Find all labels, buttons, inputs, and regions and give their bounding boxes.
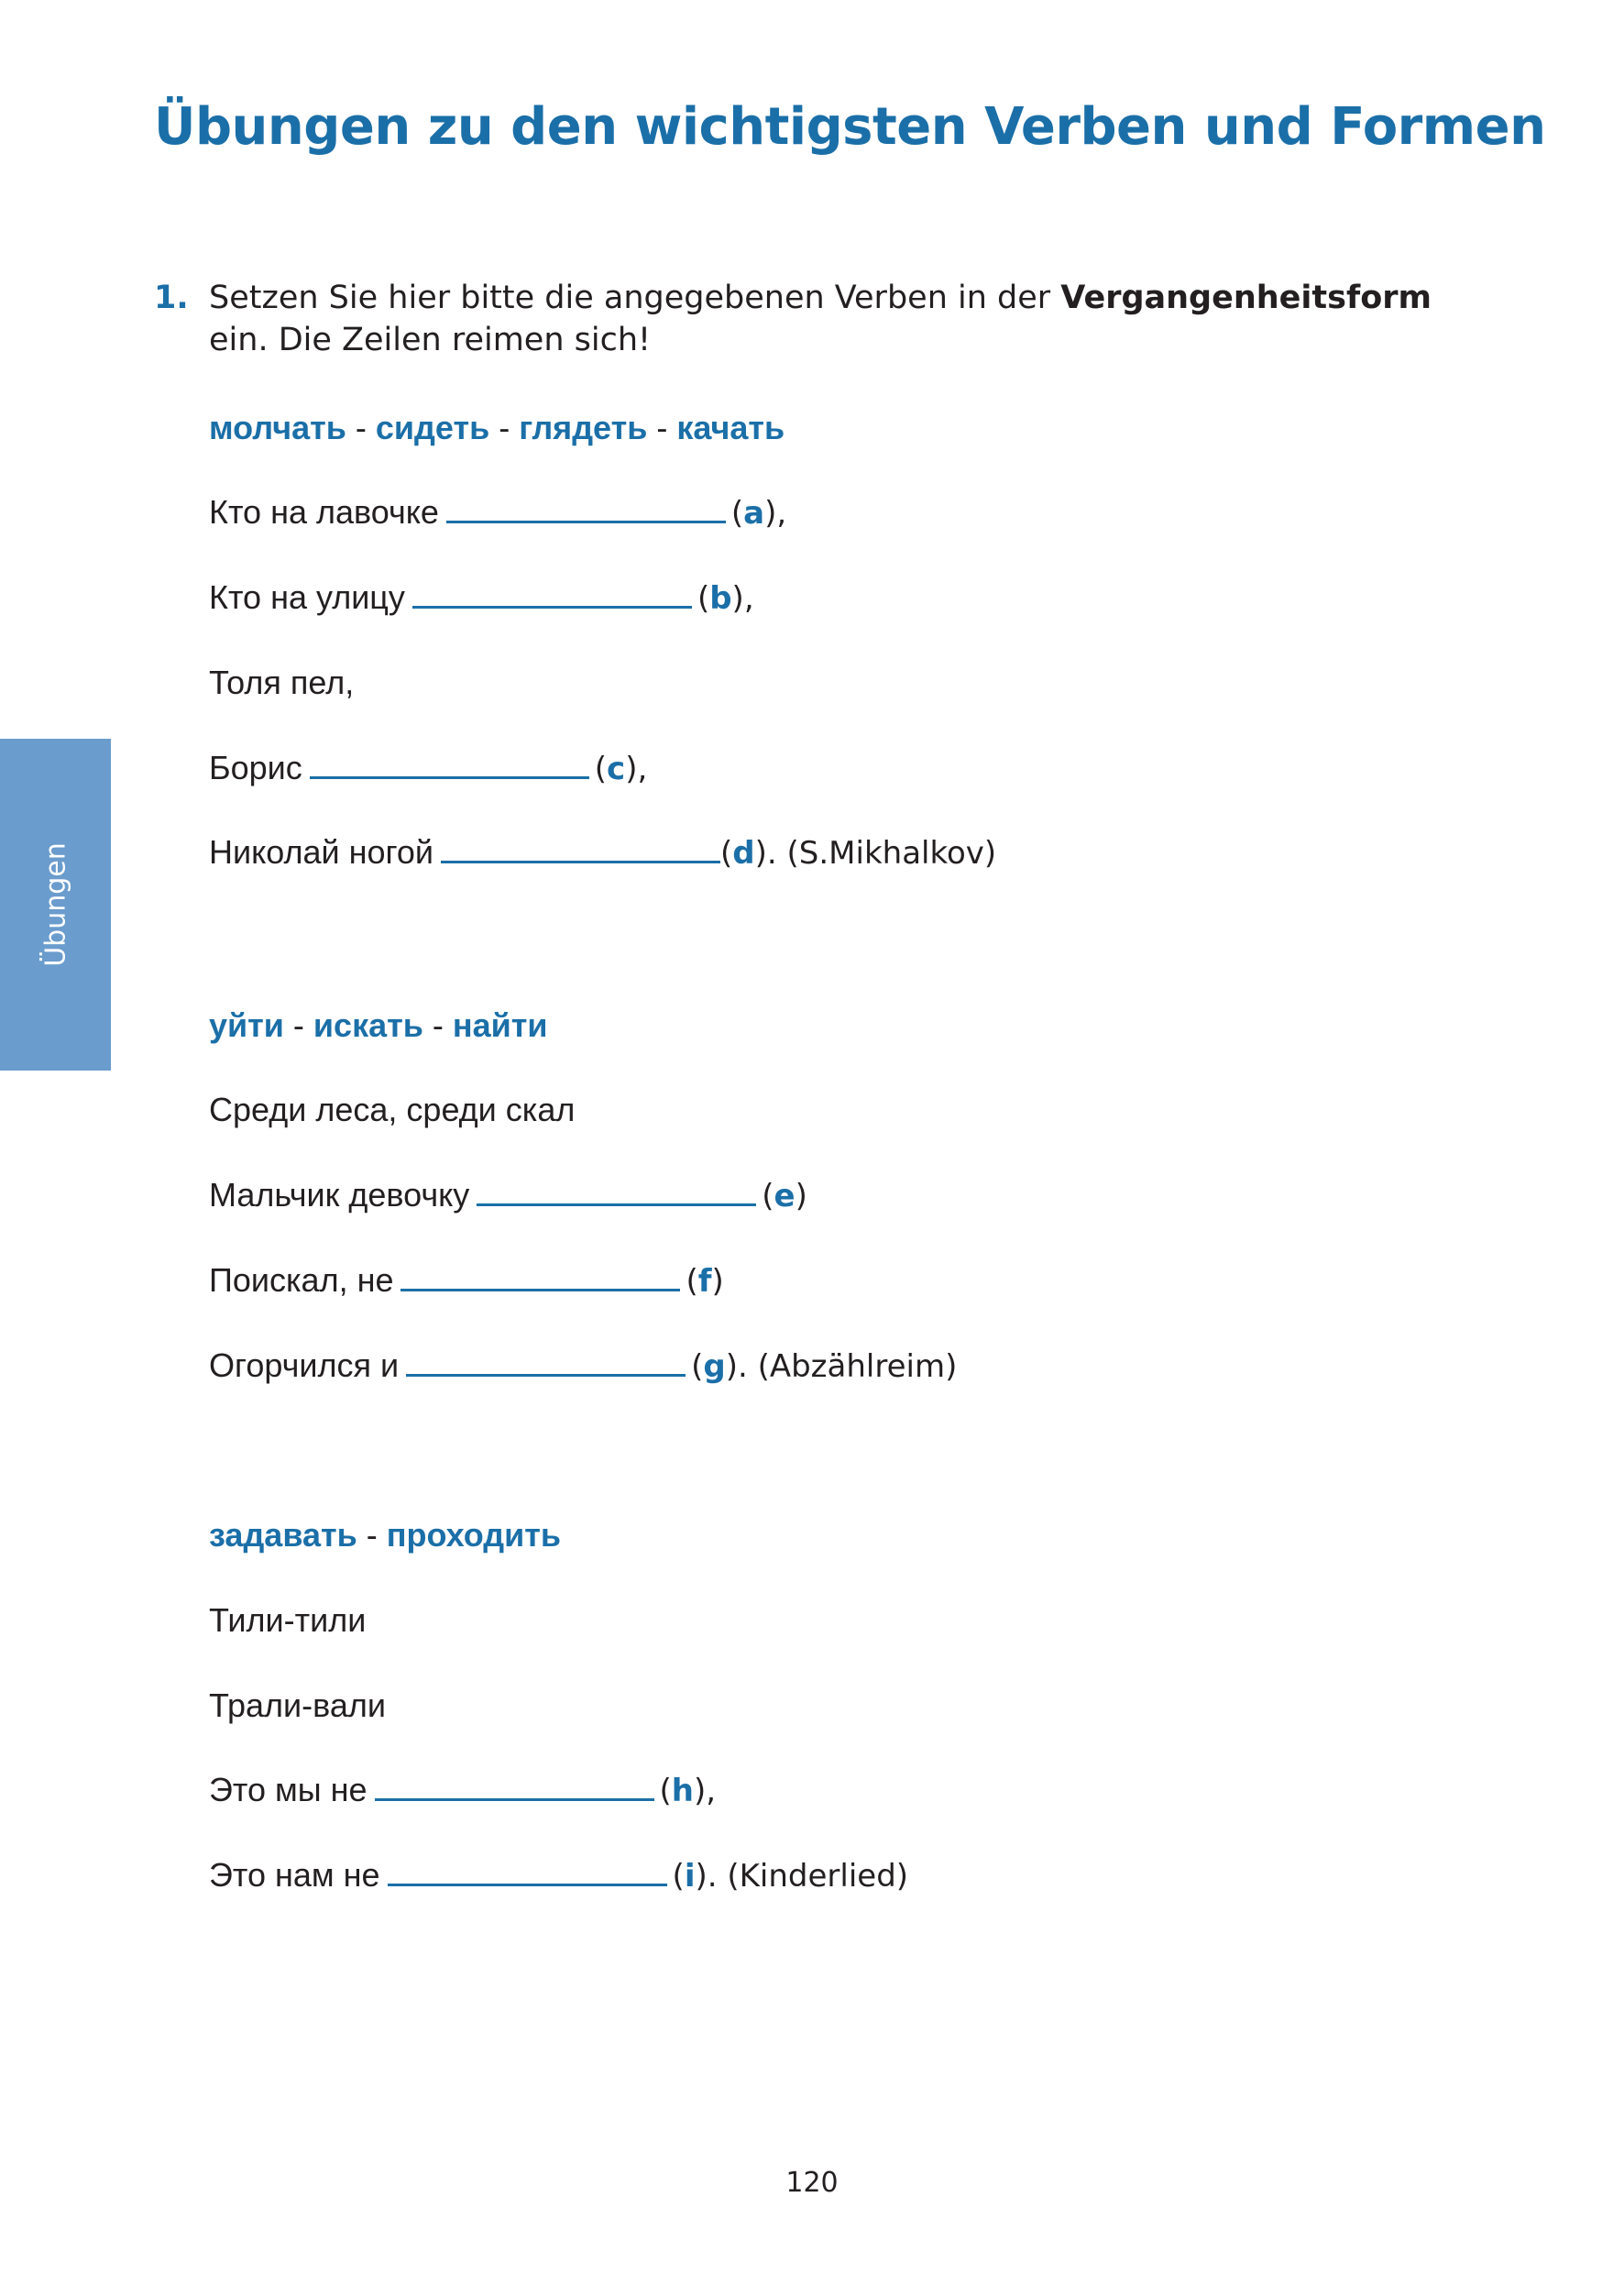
answer-blank[interactable] bbox=[441, 835, 720, 863]
source-note: (Abzählreim) bbox=[757, 1348, 958, 1385]
side-tab bbox=[0, 739, 111, 1071]
answer-blank[interactable] bbox=[375, 1773, 654, 1801]
answer-blank[interactable] bbox=[310, 751, 589, 779]
task-instruction bbox=[154, 277, 1483, 361]
source-note: (Kinderlied) bbox=[727, 1858, 909, 1895]
answer-blank[interactable] bbox=[412, 580, 692, 609]
page-number: 120 bbox=[785, 2167, 839, 2199]
source-note: (S.Mikhalkov) bbox=[786, 835, 997, 872]
verb-list-1: молчать - сидеть - глядеть - качать bbox=[209, 409, 785, 446]
exercise-line: Трали-вали bbox=[209, 1686, 386, 1724]
exercise-line: Тили-тили bbox=[209, 1601, 367, 1639]
exercise-line: Борис (c), bbox=[209, 749, 648, 787]
answer-blank[interactable] bbox=[406, 1348, 686, 1377]
verb-list-3: задавать - проходить bbox=[209, 1516, 561, 1554]
exercise-line: Кто на улицу (b), bbox=[209, 578, 754, 617]
exercise-line: Это мы не (h), bbox=[209, 1771, 717, 1809]
exercise-line: Николай ногой (d). (S.Mikhalkov) bbox=[209, 833, 997, 872]
answer-blank[interactable] bbox=[446, 495, 726, 523]
exercise-line: Толя пел, bbox=[209, 664, 355, 701]
exercise-line: Среди леса, среди скал bbox=[209, 1091, 576, 1128]
task-number: 1. bbox=[154, 280, 189, 316]
answer-blank[interactable] bbox=[401, 1263, 680, 1291]
page-title: Übungen zu den wichtigsten Verben und Formen bbox=[154, 97, 1546, 157]
verb-list-2: уйти - искать - найти bbox=[209, 1006, 548, 1044]
exercise-line: Кто на лавочке (a), bbox=[209, 493, 787, 532]
task-keyword: Vergangenheitsform bbox=[1060, 280, 1432, 316]
side-tab-label: Übungen bbox=[39, 842, 71, 967]
exercise-line: Мальчик девочку (e) bbox=[209, 1176, 807, 1214]
answer-blank[interactable] bbox=[477, 1178, 756, 1206]
task-text: Setzen Sie hier bitte die angegebenen Verben in der Vergangenheitsform ein. Die Zeilen reimen sich! bbox=[209, 280, 1432, 358]
exercise-line: Это нам не (i). (Kinderlied) bbox=[209, 1856, 909, 1895]
exercise-line: Огорчился и (g). (Abzählreim) bbox=[209, 1346, 958, 1385]
exercise-line: Поискал, не (f) bbox=[209, 1261, 724, 1300]
answer-blank[interactable] bbox=[388, 1858, 667, 1886]
